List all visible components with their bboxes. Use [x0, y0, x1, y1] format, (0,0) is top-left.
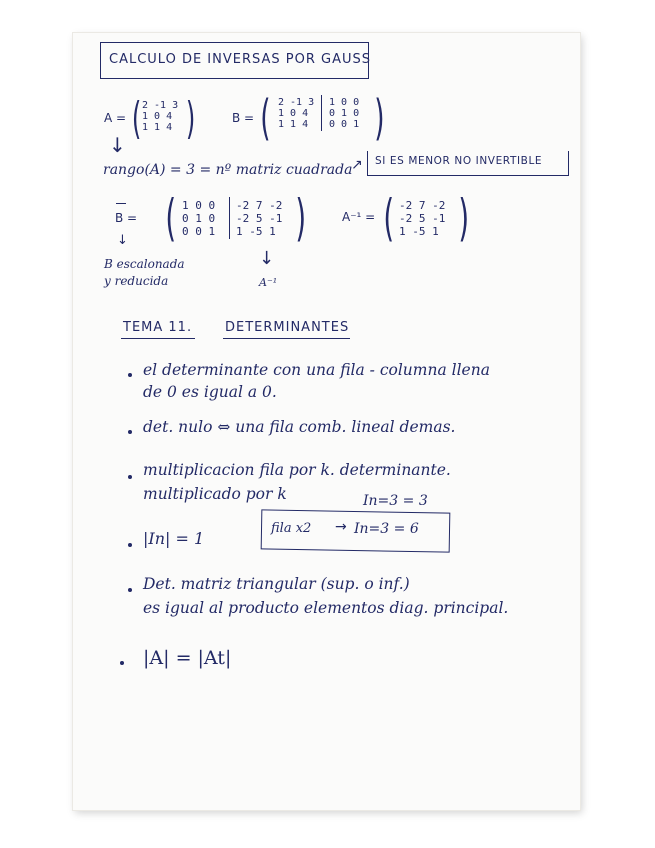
matrix-ainv: -2 7 -2 -2 5 -1 1 -5 1	[399, 199, 446, 238]
ainv-note: A⁻¹	[259, 276, 278, 289]
bullet-text: el determinante con una fila - columna llena	[143, 361, 490, 379]
bbar-left: 1 0 0 0 1 0 0 0 1	[182, 199, 216, 238]
right-arrow-icon: →	[335, 519, 347, 535]
bullet-text: det. nulo ⇔ una fila comb. lineal demas.	[143, 418, 456, 436]
page-title: CALCULO DE INVERSAS POR GAUSS	[109, 52, 371, 67]
bullet-dot	[128, 475, 132, 479]
rango-note: rango(A) = 3 = nº matriz cuadrada	[103, 162, 353, 178]
matrix-a-label: A =	[104, 111, 127, 125]
bullet-dot	[128, 588, 132, 592]
notebook-page	[73, 33, 580, 810]
bullet-text: multiplicacion fila por k. determinante.	[143, 461, 451, 479]
matrix-b-label: B =	[232, 111, 255, 125]
down-arrow-icon: ↓	[109, 133, 126, 157]
bullet-dot	[128, 373, 132, 377]
ainv-label: A⁻¹ =	[342, 210, 376, 224]
right-paren: )	[295, 189, 307, 247]
section-title-underline	[121, 338, 195, 339]
section-subtitle-underline	[223, 338, 350, 339]
left-paren: (	[165, 189, 177, 247]
bbar-overline	[116, 203, 126, 204]
right-paren: )	[374, 90, 385, 146]
right-paren: )	[458, 189, 470, 247]
left-paren: (	[131, 93, 142, 144]
bbar-label: B =	[115, 211, 138, 225]
down-arrow-icon: ↓	[259, 248, 275, 269]
example-label: fila x2	[271, 521, 312, 536]
right-paren: )	[185, 93, 196, 144]
bullet-text: multiplicado por k	[143, 485, 287, 503]
augment-bar	[321, 95, 322, 131]
left-paren: (	[383, 189, 395, 247]
bullet-text: |In| = 1	[143, 529, 205, 548]
example-top: In=3 = 3	[363, 493, 428, 509]
bbar-right: -2 7 -2 -2 5 -1 1 -5 1	[236, 199, 283, 238]
bullet-dot	[120, 661, 124, 665]
right-arrow-icon: ↗	[351, 157, 363, 173]
down-arrow-icon: ↓	[117, 233, 128, 248]
bullet-text: de 0 es igual a 0.	[143, 383, 277, 401]
section-title: TEMA 11.	[123, 320, 193, 335]
matrix-a: 2 -1 3 1 0 4 1 1 4	[142, 100, 179, 133]
bullet-dot	[128, 430, 132, 434]
bullet-dot	[128, 543, 132, 547]
matrix-b-left: 2 -1 3 1 0 4 1 1 4	[278, 97, 315, 130]
section-subtitle: DETERMINANTES	[225, 320, 350, 335]
bullet-text: |A| = |At|	[143, 647, 232, 669]
left-paren: (	[260, 90, 271, 146]
invertible-note: SI ES MENOR NO INVERTIBLE	[375, 155, 543, 167]
augment-bar	[229, 197, 230, 239]
bullet-text: es igual al producto elementos diag. principal.	[143, 599, 509, 617]
bullet-text: Det. matriz triangular (sup. o inf.)	[143, 575, 410, 593]
matrix-b-right: 1 0 0 0 1 0 0 0 1	[329, 97, 360, 130]
example-result: In=3 = 6	[354, 521, 419, 537]
reducida-note: y reducida	[104, 274, 169, 288]
escalonada-note: B escalonada	[104, 257, 185, 271]
